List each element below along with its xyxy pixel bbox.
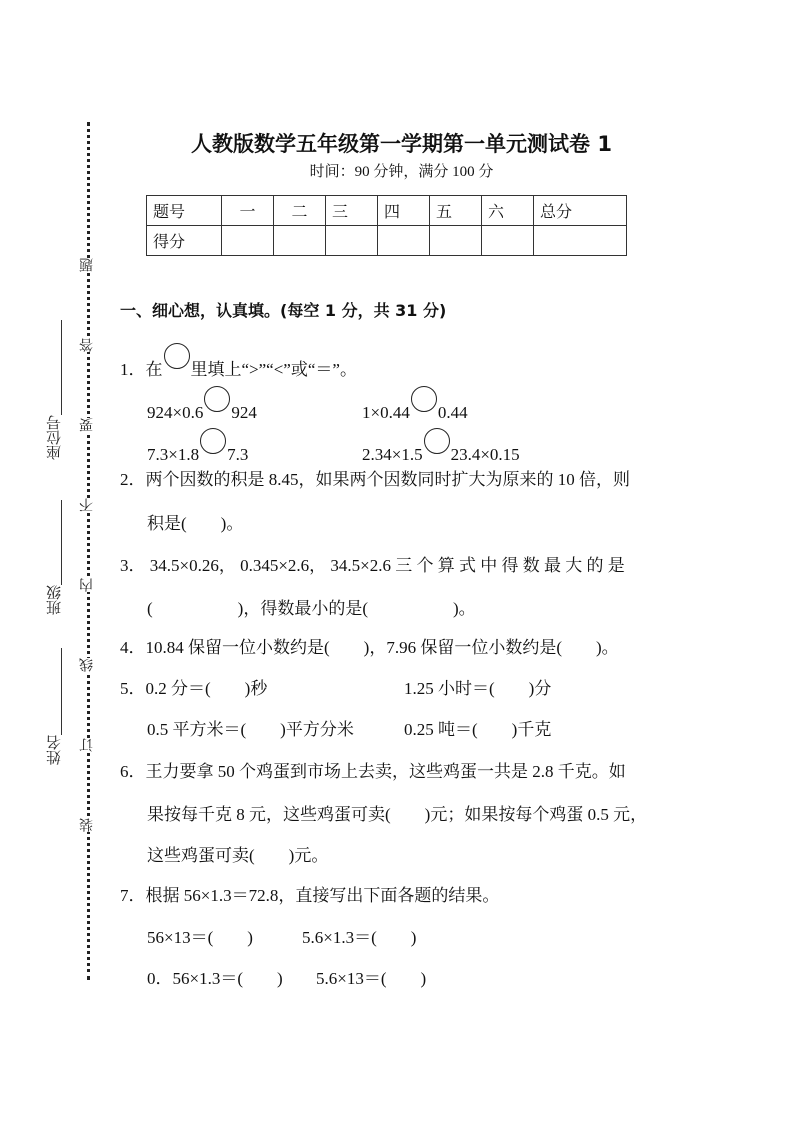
question-6-line3: 这些鸡蛋可卖( )元。 [147,846,329,865]
question-7-a: 56×13＝( ) [147,928,253,947]
score-table-header-row [147,196,627,226]
binding-char: 题 [80,258,95,272]
question-6-line1: 6．王力要拿 50 个鸡蛋到市场上去卖，这些鸡蛋一共是 2.8 千克。如 [120,762,626,781]
compare-item [362,428,520,465]
expr-left: 924×0.6 [147,403,204,422]
question-4: 4．10.84 保留一位小数约是( )，7.96 保留一位小数约是( )。 [120,638,619,657]
score-cell[interactable] [482,226,534,256]
class-input[interactable] [61,500,62,585]
header-cell: 题号 [147,196,222,226]
expr-right: 924 [231,403,257,422]
seat-number-input[interactable] [61,320,62,415]
question-number: 1． [120,360,146,379]
header-cell: 六 [482,196,534,226]
question-7-d: 5.6×13＝( ) [316,969,427,988]
question-5-c: 0.5 平方米＝( )平方分米 [147,720,354,739]
score-cell[interactable] [534,226,627,256]
answer-circle[interactable] [204,386,230,412]
binding-char: 内 [80,578,95,592]
score-cell[interactable] [430,226,482,256]
binding-dotted-line [87,122,90,980]
expr-right: 7.3 [227,445,249,464]
score-cell[interactable] [326,226,378,256]
binding-char: 装 [80,818,95,832]
header-cell: 一 [222,196,274,226]
question-7-b: 5.6×1.3＝( ) [302,928,417,947]
class-label: 班级 [47,585,63,615]
row-label: 得分 [147,226,222,256]
score-cell[interactable] [274,226,326,256]
expr-left: 7.3×1.8 [147,445,200,464]
seat-number-label: 座位号 [47,415,63,460]
page-title: 人教版数学五年级第一学期第一单元测试卷 1 [191,132,612,156]
expr-left: 2.34×1.5 [362,445,423,464]
header-cell: 二 [274,196,326,226]
question-7-line1: 7．根据 56×1.3＝72.8，直接写出下面各题的结果。 [120,886,500,905]
question-1 [120,343,357,380]
header-cell: 三 [326,196,378,226]
question-text: 里填上“>”“<”或“＝”。 [190,360,357,379]
question-3-line1: 3． 34.5×0.26， 0.345×2.6， 34.5×2.6 三 个 算 式 中 得 数 最 大 的 是 [120,556,625,575]
binding-char: 要 [80,418,95,432]
section-heading: 一、细心想，认真填。(每空 1 分，共 31 分) [120,301,447,320]
question-6-line2: 果按每千克 8 元，这些鸡蛋可卖( )元；如果按每个鸡蛋 0.5 元， [147,805,648,824]
question-5-b: 1.25 小时＝( )分 [404,679,552,698]
name-input[interactable] [61,648,62,735]
expr-right: 0.44 [437,403,468,422]
answer-circle[interactable] [424,428,450,454]
question-5-d: 0.25 吨＝( )千克 [404,720,552,739]
expr-left: 1×0.44 [362,403,410,422]
question-7-c: 0．56×1.3＝( ) [147,969,283,988]
compare-item [362,386,468,423]
binding-char: 不 [80,498,95,512]
expr-right: 23.4×0.15 [450,445,520,464]
name-label: 姓名 [47,735,63,765]
question-2-line1: 2．两个因数的积是 8.45，如果两个因数同时扩大为原来的 10 倍，则 [120,470,630,489]
header-cell: 五 [430,196,482,226]
question-2-line2: 积是( )。 [147,514,244,533]
binding-char: 线 [80,658,95,672]
question-text: 在 [145,360,163,379]
score-cell[interactable] [378,226,430,256]
binding-char: 答 [80,338,95,352]
question-3-line2: ( )，得数最小的是( )。 [147,599,476,618]
compare-item [147,428,248,465]
header-cell: 总分 [534,196,627,226]
header-cell: 四 [378,196,430,226]
compare-item [147,386,257,423]
question-5-a: 5．0.2 分＝( )秒 [120,679,268,698]
score-table-score-row [147,226,627,256]
binding-char: 订 [80,738,95,752]
exam-info: 时间：90 分钟，满分 100 分 [309,164,494,180]
score-table [146,195,627,256]
answer-circle[interactable] [200,428,226,454]
score-cell[interactable] [222,226,274,256]
circle-icon [164,343,190,369]
answer-circle[interactable] [411,386,437,412]
